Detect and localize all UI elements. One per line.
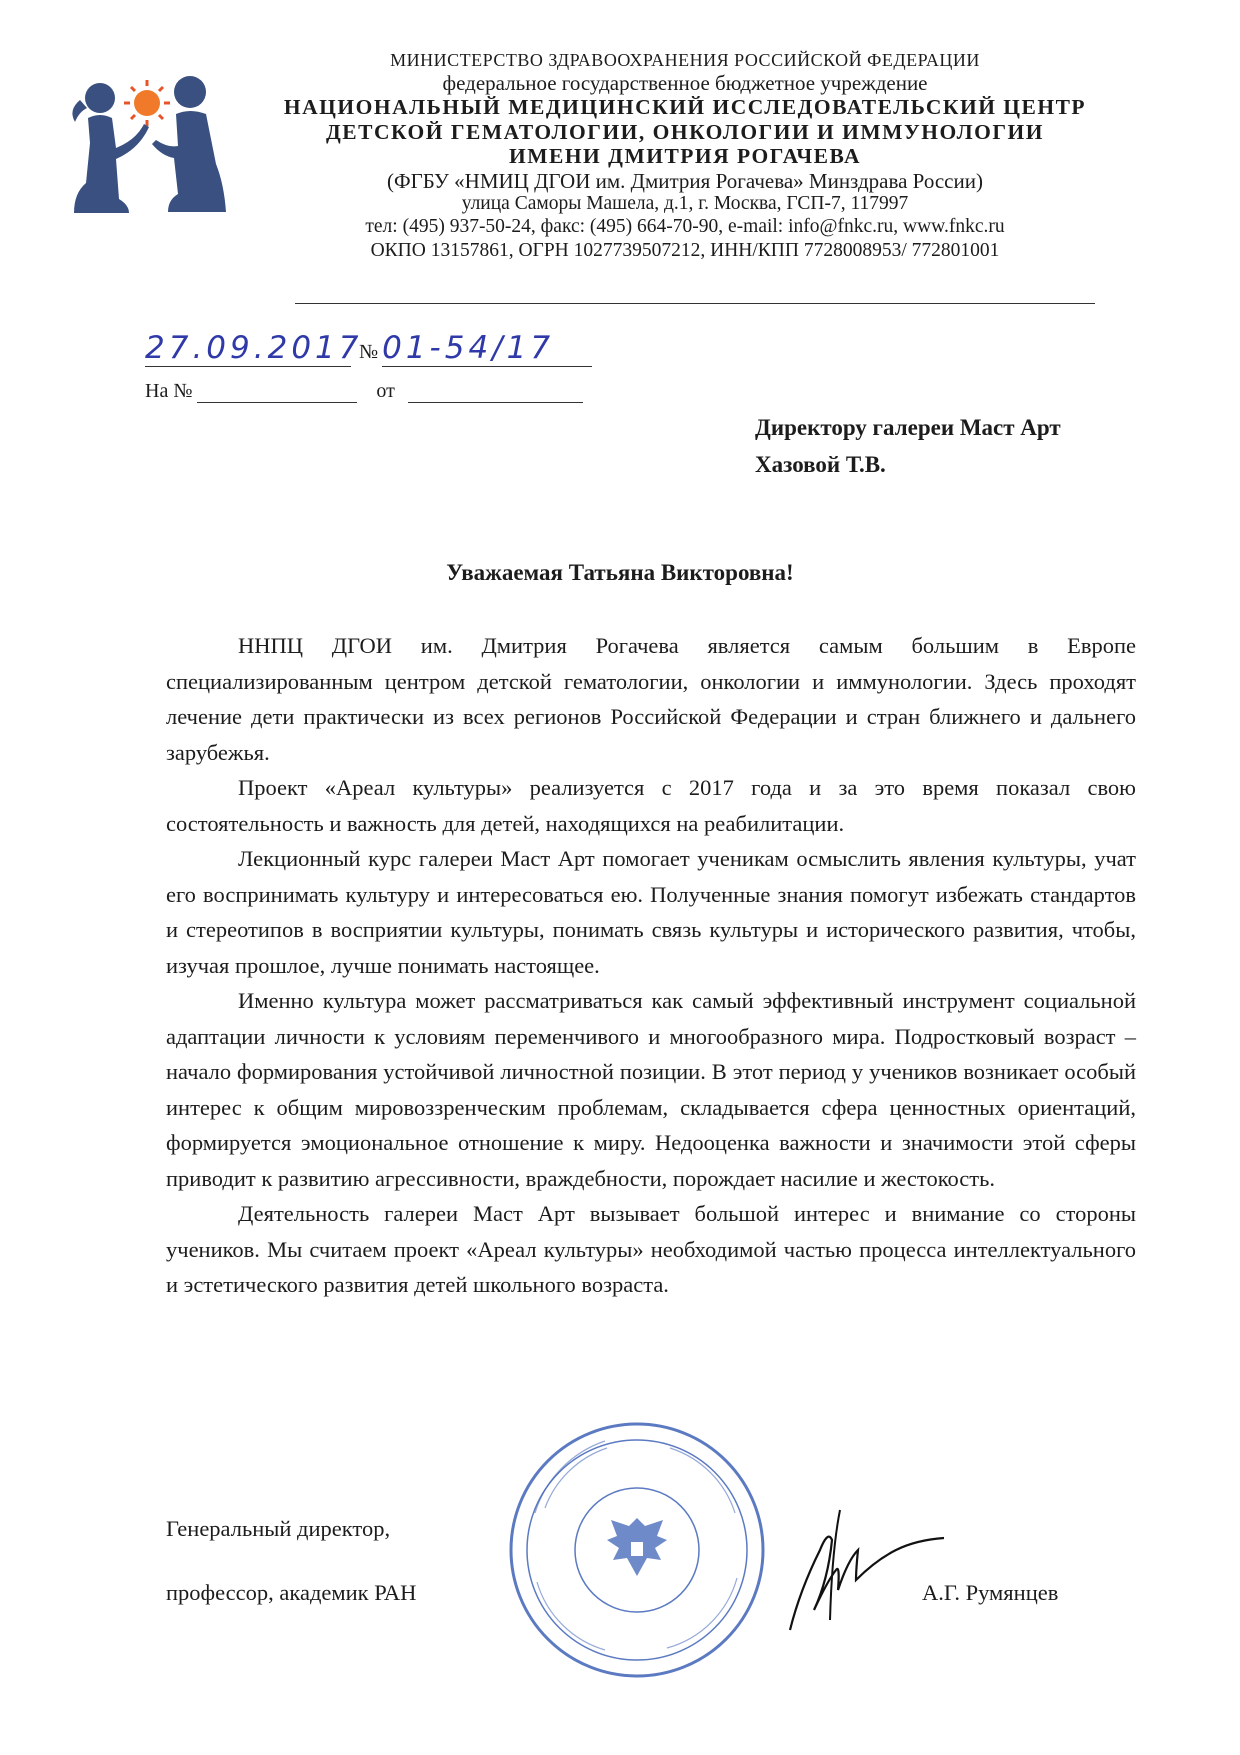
- institution-name-line3: ИМЕНИ ДМИТРИЯ РОГАЧЕВА: [508, 144, 862, 169]
- institution-name-line2: ДЕТСКОЙ ГЕМАТОЛОГИИ, ОНКОЛОГИИ И ИММУНОЛОГИИ: [326, 119, 1044, 144]
- handwritten-signature: [780, 1490, 950, 1650]
- paragraph: Именно культура может рассматриваться как самый эффективный инструмент социальной адаптации личности к условиям переменчивого и многообразного мира. Подростковый возраст – начало формирования устойчивой личностной позиции. В этот период у учеников возникает особый интерес к общим мировоззренческим проблемам, складывается сфера ценностных ориентаций, формируется эмоциональное отношение к миру. Недооценка важности и значимости этой сферы приводит к развитию агрессивности, враждебности, порождает насилие и жестокость.: [166, 988, 1136, 1191]
- paragraph: Деятельность галереи Маст Арт вызывает большой интерес и внимание со стороны учеников. Мы считаем проект «Ареал культуры» необходимой частью процесса интеллектуального и эстетического развития детей школьного возраста.: [166, 1201, 1136, 1297]
- paragraph: Лекционный курс галереи Маст Арт помогает ученикам осмыслить явления культуры, учат его воспринимать культуру и интересоваться ею. Полученные знания помогут избежать стандартов и стереотипов в восприятии культуры, понимать связь культуры и исторического развития, чтобы, изучая прошлое, лучше понимать настоящее.: [166, 846, 1136, 978]
- header-divider: [295, 303, 1095, 304]
- child-figure-right: [152, 76, 226, 212]
- paragraph: Проект «Ареал культуры» реализуется с 2017 года и за это время показал свою состоятельность и важность для детей, находящихся на реабилитации.: [166, 775, 1136, 836]
- number-label: №: [359, 341, 379, 363]
- registration-line: [145, 330, 592, 367]
- letter-number: 01-54/17: [382, 330, 592, 367]
- emblem-icon: [607, 1518, 667, 1576]
- greeting: Уважаемая Татьяна Викторовна!: [446, 560, 794, 585]
- institution-address: улица Саморы Машела, д.1, г. Москва, ГСП-7, 117997: [461, 193, 909, 215]
- letter-date: 27.09.2017: [145, 330, 363, 366]
- letterhead: [270, 50, 1100, 262]
- institution-requisites: ОКПО 13157861, ОГРН 1027739507212, ИНН/КПП 7728008953/ 772801001: [370, 239, 1000, 261]
- letter-body: [166, 628, 1136, 1303]
- reply-reference-line: [145, 380, 583, 403]
- from-label: от: [376, 380, 395, 402]
- sun-icon: [124, 80, 170, 126]
- reply-number-blank: [197, 384, 357, 403]
- reply-label: На №: [145, 380, 193, 402]
- institution-contacts: тел: (495) 937-50-24, факс: (495) 664-70-90, e-mail: info@fnkc.ru, www.fnkc.ru: [365, 215, 1005, 237]
- signatory-title-line1: Генеральный директор,: [166, 1516, 391, 1541]
- signatory-title-line2: профессор, академик РАН: [166, 1580, 417, 1605]
- reply-date-blank: [408, 384, 583, 403]
- institution-short-name: (ФГБУ «НМИЦ ДГОИ им. Дмитрия Рогачева» Минздрава России): [387, 168, 983, 193]
- signatory-name: А.Г. Румянцев: [922, 1580, 1059, 1605]
- institution-name-line1: НАЦИОНАЛЬНЫЙ МЕДИЦИНСКИЙ ИССЛЕДОВАТЕЛЬСКИЙ ЦЕНТР: [283, 94, 1087, 119]
- official-stamp: [505, 1418, 770, 1683]
- addressee-line2: Хазовой Т.В.: [755, 451, 886, 477]
- ministry-name: МИНИСТЕРСТВО ЗДРАВООХРАНЕНИЯ РОССИЙСКОЙ ФЕДЕРАЦИИ: [390, 50, 980, 70]
- institution-type: федеральное государственное бюджетное учреждение: [442, 70, 928, 95]
- addressee-line1: Директору галереи Маст Арт: [755, 415, 1061, 440]
- institution-logo: [60, 70, 235, 220]
- paragraph: ННПЦ ДГОИ им. Дмитрия Рогачева является самым большим в Европе специализированным центром детской гематологии, онкологии и иммунологии. Здесь проходят лечение дети практически из всех регионов Российской Федерации и стран ближнего и дальнего зарубежья.: [166, 633, 1136, 765]
- addressee: [755, 410, 1061, 484]
